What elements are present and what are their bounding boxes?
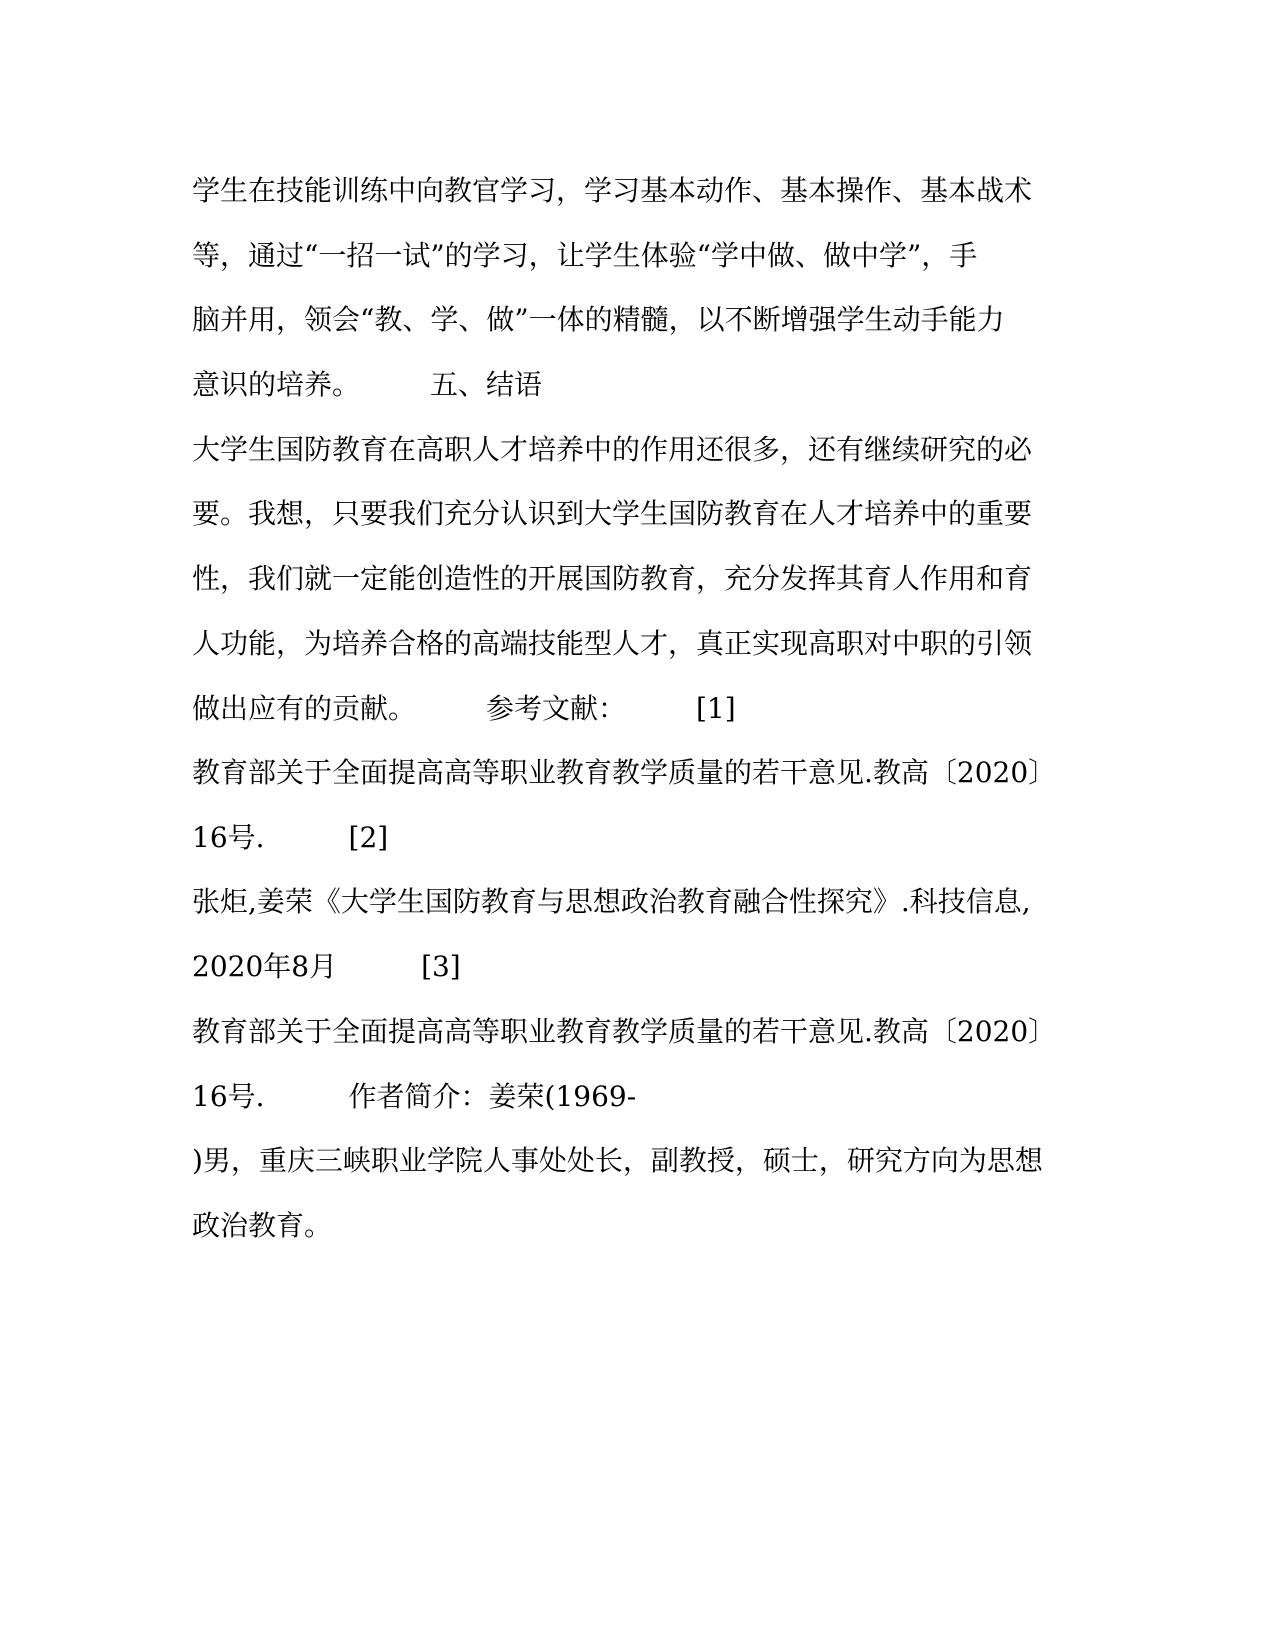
- reference-line: 张炬,姜荣《大学生国防教育与思想政治教育融合性探究》.科技信息,: [192, 885, 1031, 918]
- text-line: 要。我想，只要我们充分认识到大学生国防教育在人才培养中的重要: [192, 497, 1033, 530]
- text-line: 性，我们就一定能创造性的开展国防教育，充分发挥其育人作用和育: [192, 562, 1033, 595]
- text-line: 等，通过“一招一试”的学习，让学生体验“学中做、做中学”，手: [192, 239, 978, 272]
- author-bio-line: )男，重庆三峡职业学院人事处处长，副教授，硕士，研究方向为思想: [192, 1144, 1043, 1177]
- text-line: 人功能，为培养合格的高端技能型人才，真正实现高职对中职的引领: [192, 627, 1033, 660]
- references-heading-line: 做出应有的贡献。 参考文献： [1]: [192, 692, 736, 725]
- text-line: 大学生国防教育在高职人才培养中的作用还很多，还有继续研究的必: [192, 433, 1033, 466]
- reference-line: 16号. [2]: [192, 821, 389, 854]
- text-line: 学生在技能训练中向教官学习，学习基本动作、基本操作、基本战术: [192, 174, 1033, 207]
- section-heading-line: 意识的培养。 五、结语: [192, 368, 543, 401]
- reference-line: 2020年8月 [3]: [192, 950, 461, 983]
- author-bio-line: 政治教育。: [192, 1209, 333, 1242]
- text-line: 脑并用，领会“教、学、做”一体的精髓，以不断增强学生动手能力: [192, 303, 1005, 336]
- author-bio-line: 16号. 作者简介：姜荣(1969-: [192, 1080, 637, 1113]
- reference-line: 教育部关于全面提高高等职业教育教学质量的若干意见.教高〔2020〕: [192, 756, 1057, 789]
- reference-line: 教育部关于全面提高高等职业教育教学质量的若干意见.教高〔2020〕: [192, 1015, 1057, 1048]
